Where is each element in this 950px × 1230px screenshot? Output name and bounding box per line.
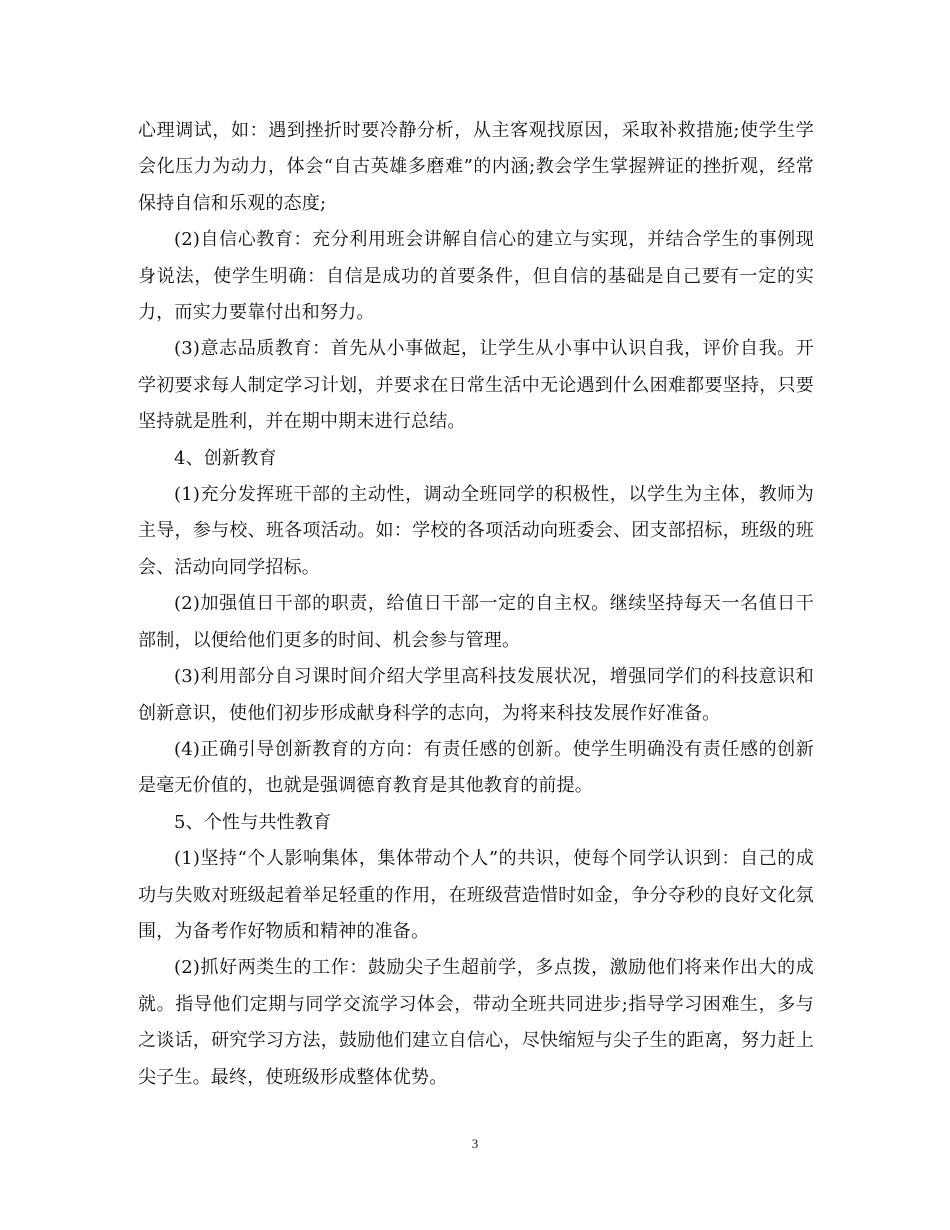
paragraph-7: (3)利用部分自习课时间介绍大学里高科技发展状况，增强同学们的科技意识和创新意识，使他们初步形成献身科学的志向，为将来科技发展作好准备。	[138, 666, 814, 724]
paragraph-1: 心理调试，如：遇到挫折时要冷静分析，从主客观找原因，采取补救措施;使学生学会化压力为动力，体会“自古英雄多磨难”的内涵;教会学生掌握辨证的挫折观，经常保持自信和乐观的态度;	[138, 120, 814, 214]
paragraph-2: (2)自信心教育：充分利用班会讲解自信心的建立与实现，并结合学生的事例现身说法，使学生明确：自信是成功的首要条件，但自信的基础是自己要有一定的实力，而实力要靠付出和努力。	[138, 229, 814, 324]
paragraph-3: (3)意志品质教育：首先从小事做起，让学生从小事中认识自我，评价自我。开学初要求每人制定学习计划，并要求在日常生活中无论遇到什么困难都要坚持，只要坚持就是胜利，并在期中期末进行总结。	[138, 338, 814, 433]
paragraph-8: (4)正确引导创新教育的方向：有责任感的创新。使学生明确没有责任感的创新是毫无价值的，也就是强调德育教育是其他教育的前提。	[138, 738, 814, 797]
page-number: 3	[471, 1136, 479, 1151]
paragraph-6: (2)加强值日干部的职责，给值日干部一定的自主权。继续坚持每天一名值日干部制，以便给他们更多的时间、机会参与管理。	[138, 593, 814, 651]
section-heading-innovation: 4、创新教育	[174, 447, 277, 469]
document-body	[138, 113, 814, 1096]
section-heading-individuality: 5、个性与共性教育	[174, 811, 332, 833]
paragraph-11: (2)抓好两类生的工作：鼓励尖子生超前学，多点拨，激励他们将来作出大的成就。指导他们定期与同学交流学习体会，带动全班共同进步;指导学习困难生，多与之谈话，研究学习方法，鼓励他们建立自信心，尽快缩短与尖子生的距离，努力赶上尖子生。最终，使班级形成整体优势。	[138, 957, 814, 1088]
paragraph-5: (1)充分发挥班干部的主动性，调动全班同学的积极性，以学生为主体，教师为主导，参与校、班各项活动。如：学校的各项活动向班委会、团支部招标，班级的班会、活动向同学招标。	[138, 484, 814, 578]
paragraph-10: (1)坚持“个人影响集体，集体带动个人”的共识，使每个同学认识到：自己的成功与失败对班级起着举足轻重的作用，在班级营造惜时如金，争分夺秒的良好文化氛围，为备考作好物质和精神的准备。	[138, 848, 814, 942]
